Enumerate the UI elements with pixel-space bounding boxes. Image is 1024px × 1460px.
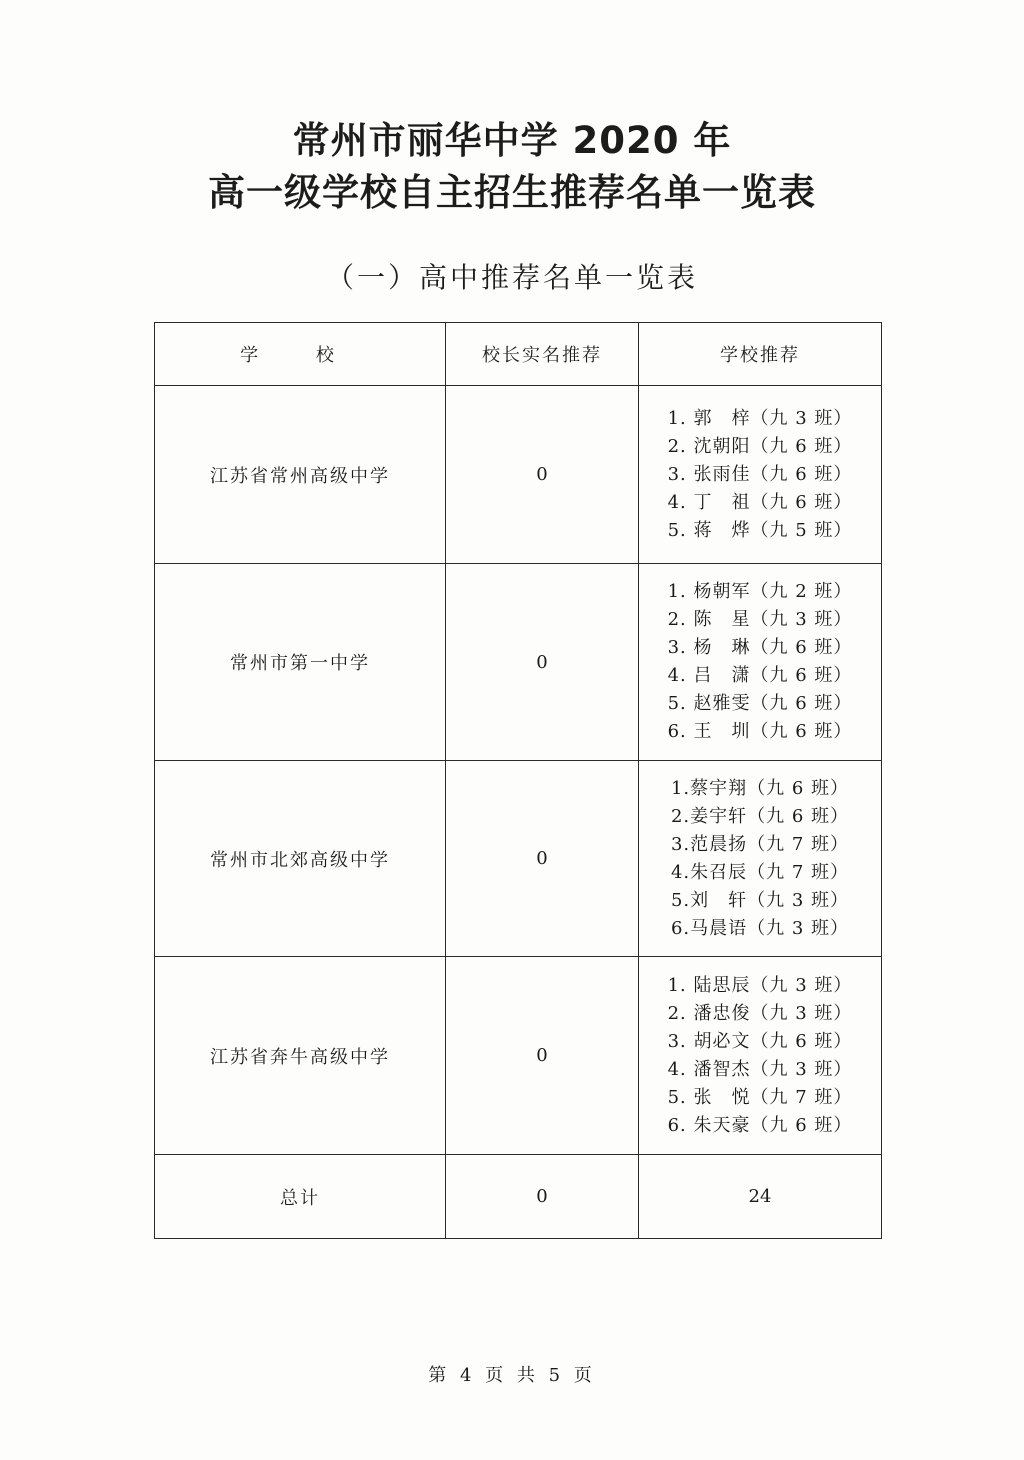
list-item: 3. 胡必文（九 6 班） [667, 1030, 853, 1052]
student-list [671, 775, 849, 943]
list-item: 5. 赵雅雯（九 6 班） [667, 693, 853, 714]
document-title-line1: 常州市丽华中学 2020 年 [292, 119, 732, 162]
student-list-cell [639, 386, 882, 564]
table-row [155, 761, 882, 957]
recommendation-table [154, 322, 882, 1239]
page-number-footer: 第 4 页 共 5 页 [428, 1365, 596, 1386]
school-name: 江苏省常州高级中学 [155, 386, 446, 564]
school-name: 常州市第一中学 [155, 564, 446, 761]
list-item: 4.朱召辰（九 7 班） [670, 861, 850, 883]
principal-count: 0 [446, 564, 639, 761]
school-name: 江苏省奔牛高级中学 [155, 957, 446, 1155]
total-label: 总计 [155, 1155, 446, 1239]
table-row [155, 564, 882, 761]
list-item: 3. 张雨佳（九 6 班） [667, 463, 853, 485]
list-item: 5.刘 轩（九 3 班） [670, 889, 850, 911]
student-list-cell [639, 761, 882, 957]
table-row [155, 386, 882, 564]
list-item: 2. 潘忠俊（九 3 班） [667, 1002, 853, 1024]
list-item: 2.姜宇轩（九 6 班） [670, 805, 850, 827]
student-list-cell [639, 957, 882, 1155]
list-item: 4. 吕 潇（九 6 班） [667, 665, 853, 686]
list-item: 4. 潘智杰（九 3 班） [667, 1058, 853, 1080]
document-title-line2: 高一级学校自主招生推荐名单一览表 [208, 171, 816, 214]
list-item: 2. 沈朝阳（九 6 班） [667, 435, 853, 457]
student-list-cell [639, 564, 882, 761]
table-header-row [155, 323, 882, 386]
list-item: 2. 陈 星（九 3 班） [667, 609, 853, 630]
principal-count: 0 [446, 386, 639, 564]
total-row [155, 1155, 882, 1239]
header-principal-recommendation: 校长实名推荐 [446, 323, 639, 386]
list-item: 3.范晨扬（九 7 班） [670, 833, 850, 855]
principal-count: 0 [446, 761, 639, 957]
total-principal-count: 0 [446, 1155, 639, 1239]
school-name: 常州市北郊高级中学 [155, 761, 446, 957]
list-item: 1.蔡宇翔（九 6 班） [670, 777, 850, 799]
header-school: 学 校 [155, 323, 446, 386]
list-item: 1. 杨朝军（九 2 班） [667, 581, 853, 602]
table-row [155, 957, 882, 1155]
list-item: 6.马晨语（九 3 班） [670, 917, 850, 939]
list-item: 5. 张 悦（九 7 班） [667, 1086, 853, 1108]
list-item: 6. 朱天豪（九 6 班） [667, 1114, 853, 1136]
student-list [668, 578, 853, 746]
total-school-recommendation: 24 [639, 1155, 882, 1239]
list-item: 1. 郭 梓（九 3 班） [667, 407, 853, 429]
student-list [668, 972, 853, 1140]
student-list [668, 405, 853, 545]
header-school-recommendation: 学校推荐 [639, 323, 882, 386]
list-item: 3. 杨 琳（九 6 班） [667, 637, 853, 658]
list-item: 5. 蒋 烨（九 5 班） [667, 519, 853, 541]
list-item: 1. 陆思辰（九 3 班） [667, 974, 853, 996]
list-item: 4. 丁 祖（九 6 班） [667, 491, 853, 513]
section-subtitle: （一）高中推荐名单一览表 [325, 261, 698, 294]
principal-count: 0 [446, 957, 639, 1155]
list-item: 6. 王 圳（九 6 班） [667, 721, 853, 742]
